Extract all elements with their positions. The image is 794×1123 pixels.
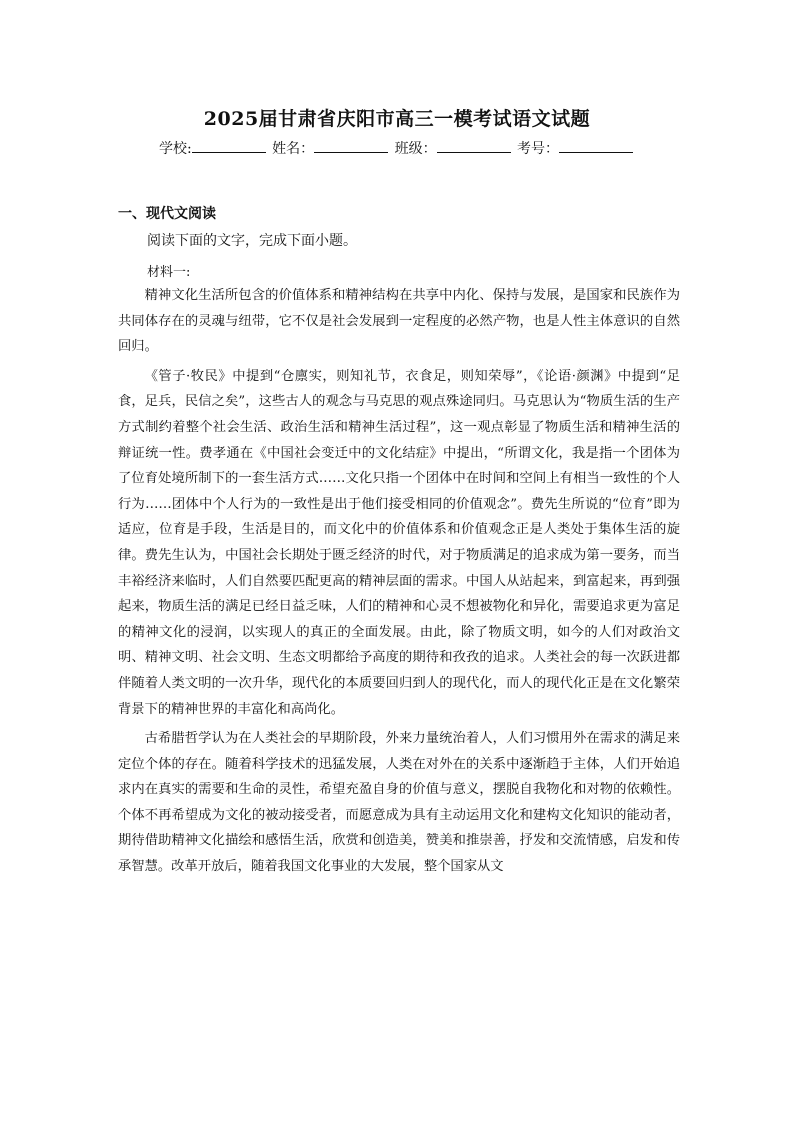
class-label: 班级：: [394, 141, 437, 157]
material-label: 材料一:: [147, 265, 191, 280]
school-label: 学校:: [158, 141, 192, 157]
name-blank: [314, 140, 388, 153]
school-blank: [192, 140, 266, 153]
section-heading: 一、现代文阅读: [118, 206, 216, 222]
instruction-text: 阅读下面的文字，完成下面小题。: [147, 233, 357, 249]
class-blank: [437, 140, 511, 153]
exam-title: 2025届甘肃省庆阳市高三一模考试语文试题: [203, 108, 591, 130]
paragraph: 精神文化生活所包含的价值体系和精神结构在共享中内化、保持与发展，是国家和民族作为共同体存在的灵魂与纽带，它不仅是社会发展到一定程度的必然产物，也是人性主体意识的自然回归。: [118, 288, 680, 355]
number-label: 考号：: [517, 141, 560, 157]
student-info-line: [0, 138, 794, 158]
article-body: [118, 283, 680, 884]
paragraph: 古希腊哲学认为在人类社会的早期阶段，外来力量统治着人，人们习惯用外在需求的满足来定位个体的存在。随着科学技术的迅猛发展，人类在对外在的关系中逐渐趋于主体，人们开始追求内在真实的需要和生命的灵性，希望充盈自身的价值与意义，摆脱自我物化和对物的依赖性。个体不再希望成为文化的被动接受者，而愿意成为具有主动运用文化和建构文化知识的能动者，期待借助精神文化描绘和感悟生活，欣赏和创造美，赞美和推崇善，抒发和交流情感，启发和传承智慧。改革开放后，随着我国文化事业的大发展，整个国家从文: [118, 731, 680, 875]
number-blank: [559, 140, 633, 153]
paragraph: 《管子·牧民》中提到“仓廪实，则知礼节，衣食足，则知荣辱”，《论语·颜渊》中提到“足食，足兵，民信之矣”，这些古人的观念与马克思的观点殊途同归。马克思认为“物质生活的生产方式制约着整个社会生活、政治生活和精神生活过程”，这一观点彰显了物质生活和精神生活的辩证统一性。费孝通在《中国社会变迁中的文化结症》中提出，“所谓文化，我是指一个团体为了位育处境所制下的一套生活方式……文化只指一个团体中在时间和空间上有相当一致性的个人行为……团体中个人行为的一致性是出于他们接受相同的价值观念”。费先生所说的“位育”即为适应，位育是手段，生活是目的，而文化中的价值体系和价值观念正是人类处于集体生活的旋律。费先生认为，中国社会长期处于匮乏经济的时代，对于物质满足的追求成为第一要务，而当丰裕经济来临时，人们自然要匹配更高的精神层面的需求。中国人从站起来，到富起来，再到强起来，物质生活的满足已经日益乏味，人们的精神和心灵不想被物化和异化，需要追求更为富足的精神文化的浸润，以实现人的真正的全面发展。由此，除了物质文明，如今的人们对政治文明、精神文明、社会文明、生态文明都给予高度的期待和孜孜的追求。人类社会的每一次跃进都伴随着人类文明的一次升华，现代化的本质要回归到人的现代化，而人的现代化正是在文化繁荣背景下的精神世界的丰富化和高尚化。: [118, 368, 680, 717]
name-label: 姓名：: [272, 141, 315, 157]
